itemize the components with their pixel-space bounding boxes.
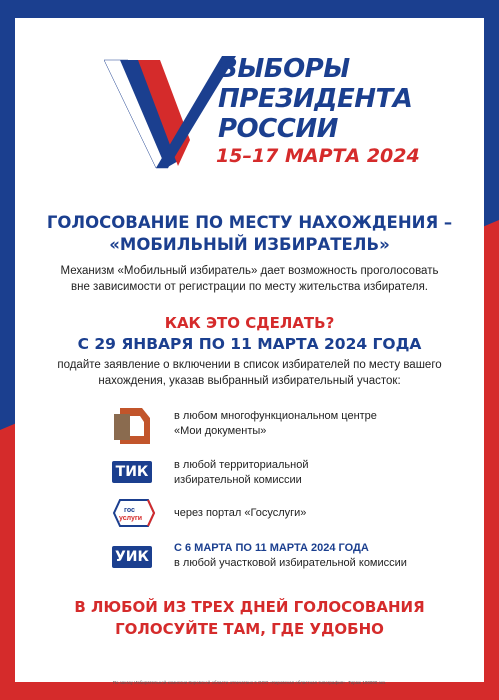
intro-line-1: Механизм «Мобильный избиратель» дает возможность проголосовать (60, 265, 439, 277)
title-line-2: ПРЕЗИДЕНТА (218, 84, 413, 114)
option-gosuslugi (112, 498, 432, 532)
intro-text (20, 263, 479, 295)
instruction-text (20, 357, 479, 389)
instruction-line-2: нахождения, указав выбранный избирательный участок: (98, 375, 401, 387)
option-uik (112, 540, 432, 576)
title-line-3: РОССИИ (218, 114, 338, 144)
heading-line-2: «МОБИЛЬНЫЙ ИЗБИРАТЕЛЬ» (109, 235, 390, 254)
closing-message (20, 596, 479, 640)
option-tik (112, 457, 432, 493)
uik-line-1: С 6 МАРТА ПО 11 МАРТА 2024 ГОДА (174, 542, 369, 554)
heading-line-1: ГОЛОСОВАНИЕ ПО МЕСТУ НАХОЖДЕНИЯ – (46, 213, 453, 232)
how-title: КАК ЭТО СДЕЛАТЬ? (164, 314, 335, 332)
title-line-1: ВЫБОРЫ (218, 54, 350, 84)
gosuslugi-logo-icon (112, 498, 156, 528)
election-dates: 15–17 МАРТА 2024 (216, 145, 420, 167)
instruction-line-1: подайте заявление о включении в список избирателей по месту вашего (57, 359, 442, 371)
tik-badge: ТИК (112, 461, 152, 483)
option-mfc (112, 404, 432, 448)
mfc-line-1: в любом многофункциональном центре (174, 410, 377, 422)
gosuslugi-logo-bottom: услуги (119, 515, 143, 522)
mfc-line-2: «Мои документы» (174, 425, 267, 437)
mfc-logo-icon (112, 404, 152, 446)
how-section (20, 313, 479, 355)
print-footer-note: По заказу Избирательной комиссии Кировской области отпечатано в ООО «Кировская областная типография». Тираж 100000 экз. (112, 680, 387, 685)
tik-line-2: избирательной комиссии (174, 474, 302, 486)
uik-badge: УИК (112, 546, 152, 568)
gos-line-1: через портал «Госуслуги» (174, 507, 307, 519)
tik-line-1: в любой территориальной (174, 459, 309, 471)
main-heading (20, 212, 479, 256)
uik-line-2: в любой участковой избирательной комиссии (174, 557, 407, 569)
intro-line-2: вне зависимости от регистрации по месту жительства избирателя. (71, 281, 428, 293)
closing-line-1: В ЛЮБОЙ ИЗ ТРЕХ ДНЕЙ ГОЛОСОВАНИЯ (74, 598, 425, 616)
closing-line-2: ГОЛОСУЙТЕ ТАМ, ГДЕ УДОБНО (115, 620, 384, 638)
election-title (218, 54, 418, 168)
period-text: С 29 ЯНВАРЯ ПО 11 МАРТА 2024 ГОДА (77, 335, 422, 353)
gosuslugi-logo-top: гос (124, 507, 135, 514)
